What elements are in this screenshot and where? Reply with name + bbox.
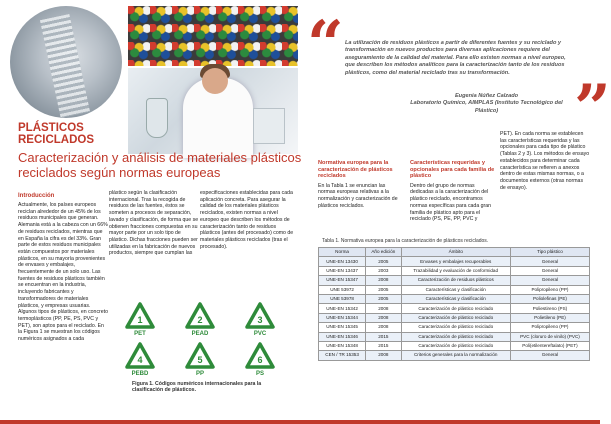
- table-cell: Características y clasificación: [401, 294, 510, 303]
- table-cell: UNE-EN 15346: [319, 332, 366, 341]
- table-cell: Caracterización de plástico reciclado: [401, 323, 510, 332]
- european-norms-text: En la Tabla 1 se enuncian las normas europeas relativas a la normalización y caracterización de plásticos reciclados.: [318, 182, 398, 209]
- bottom-accent-rule: [0, 420, 600, 424]
- table-cell: CEN / TR 15353: [319, 351, 366, 360]
- table-row: [319, 276, 590, 285]
- table-row: [319, 257, 590, 266]
- svg-text:1: 1: [137, 315, 143, 325]
- table-cell: UNE-EN 13437: [319, 266, 366, 275]
- col-header-year: Año edición: [366, 248, 401, 257]
- table-cell: 2003: [366, 266, 401, 275]
- table-cell: Poliestireno (PS): [510, 304, 589, 313]
- recycle-code-pebd: [115, 342, 165, 377]
- table-cell: 2005: [366, 294, 401, 303]
- section-kicker: PLÁSTICOS RECICLADOS: [18, 122, 95, 146]
- svg-text:2: 2: [197, 315, 203, 325]
- open-quote-icon: “: [307, 7, 344, 82]
- table-cell: Características y clasificación: [401, 285, 510, 294]
- recycle-code-pead: [175, 302, 225, 337]
- col-header-scope: Ámbito: [401, 248, 510, 257]
- lab-technician-photo: [128, 68, 298, 154]
- quote-author: Eugenia Núñez Calzado: [454, 93, 519, 99]
- table-row: [319, 332, 590, 341]
- table-cell: UNE-EN 15345: [319, 323, 366, 332]
- recycled-pellets-photo: [10, 6, 122, 118]
- table-cell: Criterios generales para la normalización: [401, 351, 510, 360]
- table-row: [319, 341, 590, 350]
- table-row: [319, 266, 590, 275]
- svg-text:6: 6: [257, 355, 263, 365]
- table-cell: General: [510, 257, 589, 266]
- recycle-code-pvc: [235, 302, 285, 337]
- table-cell: 2008: [366, 351, 401, 360]
- table-cell: Caracterización de residuos plásticos: [401, 276, 510, 285]
- recycle-triangle-icon: [185, 302, 215, 330]
- table-cell: Trazabilidad y evaluación de conformidad: [401, 266, 510, 275]
- recycle-code-label: PS: [255, 371, 264, 377]
- body-column-2: plástico según la clasificación internacional. Tras la recogida de residuos de las fuentes, éstos se someten a procesos de separación, lavado y clasificación, de forma que se obtienen fracciones compuestas en su mayor parte por un solo tipo de plástico. Dichas fracciones pueden ser utilizadas en la fabricación de nuevos productos, siempre que cumplan las: [109, 190, 199, 257]
- table-cell: UNE 53972: [319, 285, 366, 294]
- body-column-6: PET). En cada norma se establecen las características requeridas y las opcionales para cada tipo de plástico (Tablas 2 y 3). Los métodos de ensayo establecidos para determinar cada característica se refieren a anexos dentro de estas mismas normas, o a documentos externos (otras normas de ensayo).: [500, 131, 590, 191]
- table-row: [319, 304, 590, 313]
- table-cell: Polipropileno (PP): [510, 285, 589, 294]
- plastic-granules-photo: [128, 6, 298, 66]
- article-title: Caracterización y análisis de materiales plásticos reciclados según normas europeas: [18, 150, 302, 180]
- characteristics-heading: Características requeridas y opcionales para cada familia de plástico: [410, 160, 495, 180]
- recycle-code-ps: [235, 342, 285, 377]
- recycle-triangle-icon: [125, 302, 155, 330]
- recycle-triangle-icon: [185, 342, 215, 370]
- european-norms-heading: Normativa europea para la caracterización de plásticos reciclados: [318, 160, 393, 180]
- table-row: [319, 313, 590, 322]
- table-cell: 2008: [366, 276, 401, 285]
- table-cell: UNE-EN 15347: [319, 276, 366, 285]
- svg-text:3: 3: [257, 315, 263, 325]
- table-cell: 2008: [366, 313, 401, 322]
- recycle-triangle-icon: [245, 302, 275, 330]
- table-cell: Poli(etilentereftalato) (PET): [510, 341, 589, 350]
- table-cell: UNE 53978: [319, 294, 366, 303]
- table-caption: Tabla 1. Normativa europea para la caracterización de plásticos reciclados.: [322, 238, 489, 244]
- table-cell: 2015: [366, 341, 401, 350]
- col-header-plastic-type: Tipo plástico: [510, 248, 589, 257]
- recycle-code-pet: [115, 302, 165, 337]
- table-cell: Caracterización de plástico reciclado: [401, 332, 510, 341]
- quote-attribution: [399, 93, 574, 115]
- close-quote-icon: ”: [574, 71, 611, 146]
- table-cell: Envases y embalajes recuperables: [401, 257, 510, 266]
- body-column-4: [318, 160, 403, 210]
- table-cell: 2008: [366, 323, 401, 332]
- table-cell: Poliolefinas (PE): [510, 294, 589, 303]
- body-column-1: Actualmente, los países europeos reciclan alrededor de un 45% de los residuos municipales que generan. Alemania está a la cabeza con un 66% de residuos reciclados, mientras que en España la cifra es del 33%. Gran parte de estos residuos municipales están compuestos por materiales plásticos, en su mayoría provenientes de envases y embalajes, frecuentemente de un solo uso. Las fuentes de residuos plásticos también se encuentran en la industria, incluyendo fabricantes y transformadores de materiales plásticos, y empresas usuarias. Algunos tipos de plásticos, en concreto termoplásticos (PP, PE, PS, PVC y PET), son aptos para el reciclado. En la Figura 1 se muestran los códigos numéricos asignados a cada: [18, 202, 108, 343]
- table-header-row: [319, 248, 590, 257]
- characteristics-text: Dentro del grupo de normas dedicadas a la caracterización del plástico reciclado, encontramos normas específicas para cada gran familia de plástico apto para el reciclado (PS, PE, PP, PVC y: [410, 182, 492, 223]
- recycle-code-label: PP: [195, 371, 204, 377]
- table-row: [319, 323, 590, 332]
- recycle-code-label: PET: [134, 331, 146, 337]
- table-cell: UNE-EN 15344: [319, 313, 366, 322]
- recycle-code-label: PEBD: [131, 371, 149, 377]
- table-cell: General: [510, 276, 589, 285]
- table-cell: 2005: [366, 285, 401, 294]
- table-row: [319, 351, 590, 360]
- table-cell: UNE-EN 15348: [319, 341, 366, 350]
- table-cell: UNE-EN 15342: [319, 304, 366, 313]
- table-cell: 2005: [366, 257, 401, 266]
- col-header-norma: Norma: [319, 248, 366, 257]
- table-cell: General: [510, 351, 589, 360]
- recycle-triangle-icon: [245, 342, 275, 370]
- table-cell: 2015: [366, 332, 401, 341]
- table-row: [319, 285, 590, 294]
- figure-caption: Figura 1. Códigos numéricos internacionales para la clasificación de plásticos.: [132, 381, 262, 394]
- pull-quote: La utilización de residuos plásticos a partir de diferentes fuentes y su reciclado y transformación en nuevos productos para diversas aplicaciones requiere del aseguramiento de la calidad del material. Para ello existen normas a nivel europeo, que describen los métodos analíticos para la caracterización tanto de los residuos plásticos, como del material reciclado tras su transformación.: [345, 40, 566, 76]
- svg-text:4: 4: [137, 355, 143, 365]
- recycle-code-pp: [175, 342, 225, 377]
- table-cell: 2008: [366, 304, 401, 313]
- recycle-code-label: PVC: [253, 331, 267, 337]
- body-column-5: [410, 160, 498, 223]
- recycle-triangle-icon: [125, 342, 155, 370]
- table-cell: Caracterización de plástico reciclado: [401, 304, 510, 313]
- table-cell: Caracterización de plástico reciclado: [401, 341, 510, 350]
- quote-affiliation: Laboratorio Químico, AIMPLAS (Instituto Tecnológico del Plástico): [410, 100, 563, 114]
- body-column-3: especificaciones establecidas para cada aplicación concreta. Para asegurar la calidad de los materiales plásticos reciclados, existen normas a nivel europeo que describen los métodos de caracterización tanto de residuos plásticos (antes del procesado) como de materiales plásticos reciclados (tras el procesado).: [200, 190, 294, 250]
- table-cell: Polietileno (PE): [510, 313, 589, 322]
- svg-text:5: 5: [197, 355, 203, 365]
- recycle-code-label: PEAD: [191, 331, 209, 337]
- table-cell: Polipropileno (PP): [510, 323, 589, 332]
- norms-table: [318, 247, 590, 361]
- table-cell: UNE-EN 13430: [319, 257, 366, 266]
- table-cell: General: [510, 266, 589, 275]
- table-cell: Caracterización de plástico reciclado: [401, 313, 510, 322]
- table-row: [319, 294, 590, 303]
- intro-heading: Introducción: [18, 193, 55, 199]
- table-cell: PVC (cloruro de vinilo) (PVC): [510, 332, 589, 341]
